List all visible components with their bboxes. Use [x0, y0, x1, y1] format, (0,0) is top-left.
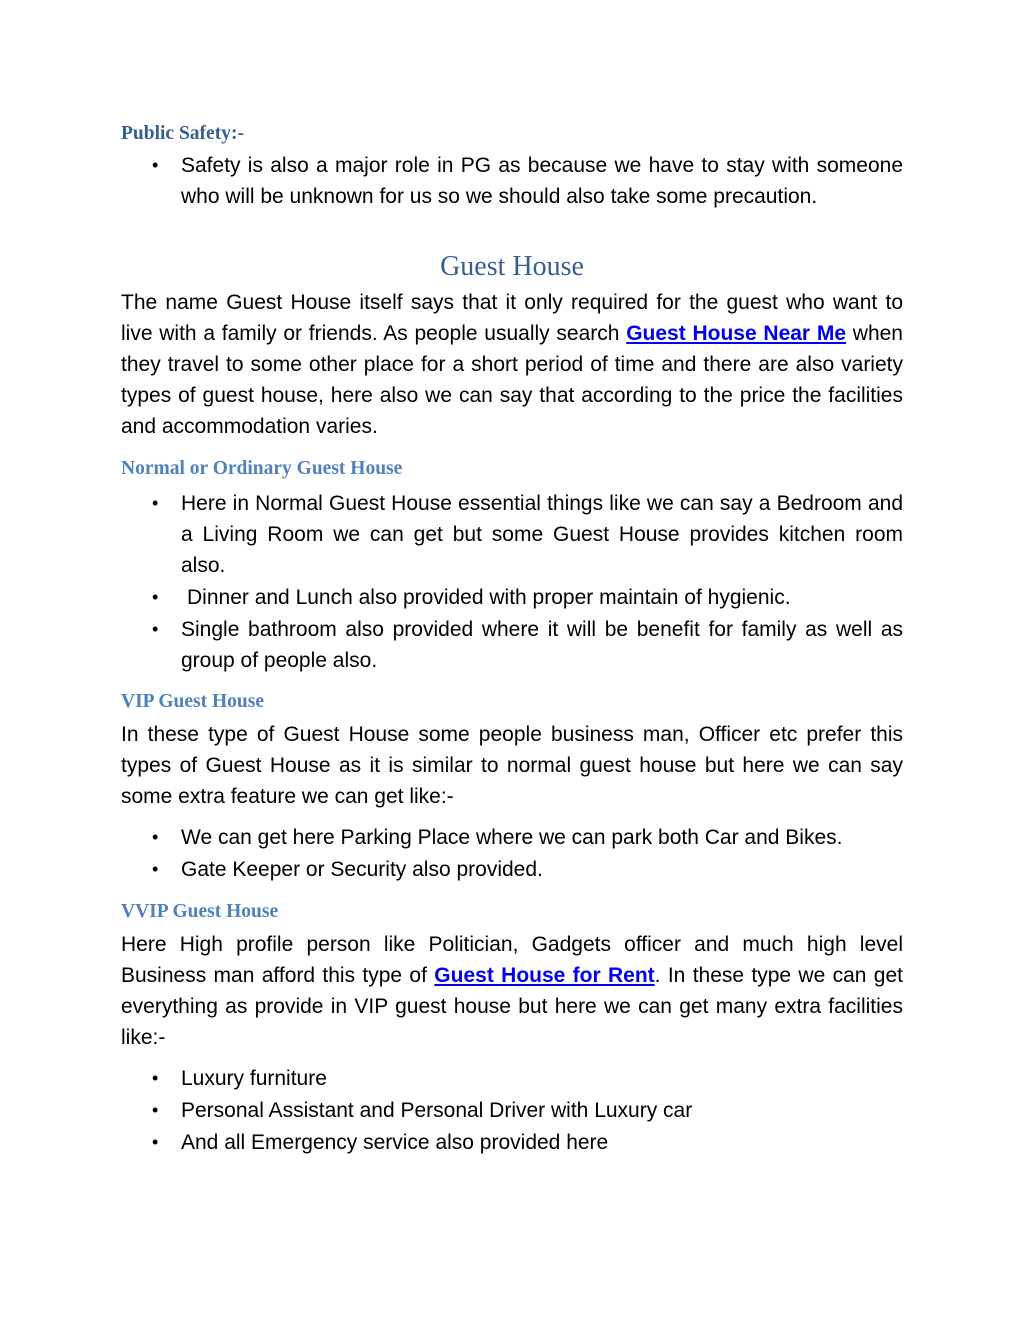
bullet-icon: • — [152, 859, 159, 879]
guest-house-for-rent-link[interactable]: Guest House for Rent — [434, 964, 655, 987]
vvip-text-end: . In these type we can get everything as provide in VIP guest house but here we can get many extra facilities like:- — [121, 964, 904, 1049]
list-item — [121, 822, 903, 853]
vvip-guest-house-list — [121, 1063, 903, 1158]
list-item — [121, 1063, 903, 1094]
guest-house-title: Guest House — [440, 251, 584, 282]
document-content — [121, 121, 903, 1158]
list-item-text: Gate Keeper or Security also provided. — [181, 858, 543, 881]
list-item-text: Safety is also a major role in PG as because we have to stay with someone who will be unknown for us so we should also take some precaution. — [181, 154, 903, 208]
guest-house-intro — [121, 287, 903, 442]
intro-text-end: when they travel to some other place for a short period of time and there are also variety types of guest house, here also we can say that according to the price the facilities and accommodation varies. — [121, 322, 903, 438]
list-item-text: Personal Assistant and Personal Driver with Luxury car — [181, 1099, 693, 1122]
vip-guest-house-list — [121, 822, 903, 885]
bullet-icon: • — [152, 619, 159, 639]
list-item — [121, 582, 903, 613]
list-item-text: We can get here Parking Place where we can park both Car and Bikes. — [181, 826, 843, 849]
bullet-icon: • — [152, 155, 159, 175]
public-safety-list — [121, 150, 903, 212]
bullet-icon: • — [152, 1132, 159, 1152]
vvip-guest-house-heading: VVIP Guest House — [121, 901, 279, 922]
list-item-text: Single bathroom also provided where it will be benefit for family as well as group of people also. — [181, 618, 903, 672]
list-item-text: Dinner and Lunch also provided with proper maintain of hygienic. — [187, 586, 791, 609]
bullet-icon: • — [152, 493, 159, 513]
normal-guest-house-list — [121, 488, 903, 676]
list-item — [121, 488, 903, 581]
list-item — [121, 614, 903, 676]
intro-text-start: The name Guest House itself says that it only required for the guest who want to live with a family or friends. As people usually search — [121, 291, 903, 345]
list-item-text: Here in Normal Guest House essential things like we can say a Bedroom and a Living Room we can get but some Guest House provides kitchen room also. — [181, 492, 903, 577]
normal-guest-house-heading: Normal or Ordinary Guest House — [121, 458, 403, 479]
list-item — [121, 1095, 903, 1126]
vip-guest-house-paragraph: In these type of Guest House some people business man, Officer etc prefer this types of Guest House as it is similar to normal guest house but here we can say some extra feature we can get like:- — [121, 723, 903, 808]
bullet-icon: • — [152, 827, 159, 847]
bullet-icon: • — [152, 1100, 159, 1120]
bullet-icon: • — [152, 1068, 159, 1088]
bullet-icon: • — [152, 587, 159, 607]
list-item — [121, 1127, 903, 1158]
vvip-guest-house-paragraph — [121, 929, 903, 1053]
list-item-text: Luxury furniture — [181, 1067, 327, 1090]
guest-house-near-me-link[interactable]: Guest House Near Me — [626, 322, 847, 345]
vip-guest-house-heading: VIP Guest House — [121, 691, 265, 712]
list-item-text: And all Emergency service also provided here — [181, 1131, 609, 1154]
list-item — [121, 854, 903, 885]
public-safety-heading: Public Safety:- — [121, 123, 244, 144]
vvip-text-start: Here High profile person like Politician, Gadgets officer and much high level Business man afford this type of — [121, 933, 903, 987]
list-item — [121, 150, 903, 212]
